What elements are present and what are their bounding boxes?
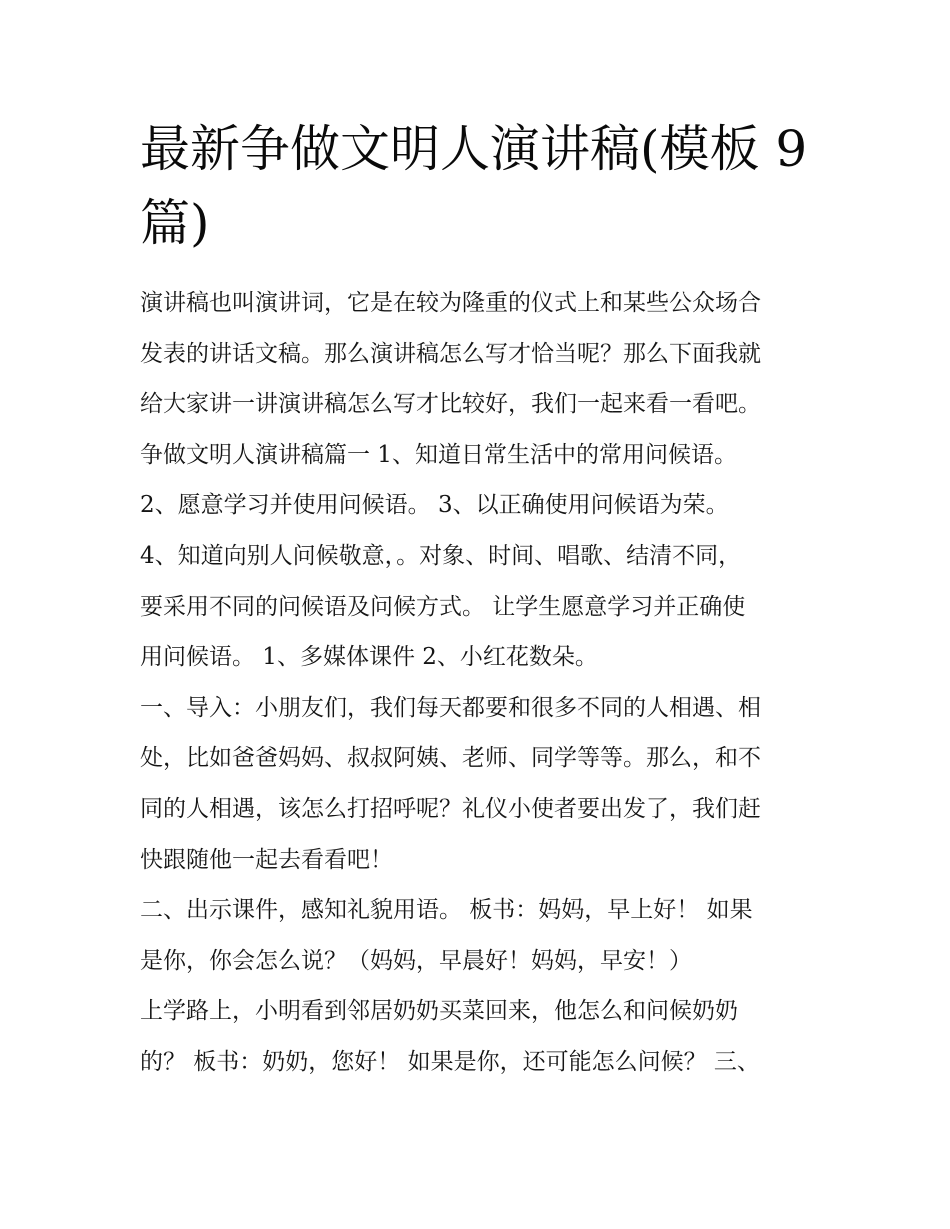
- body-line: 要采用不同的问候语及问候方式。 让学生愿意学习并正确使: [140, 593, 746, 620]
- body-line: 给大家讲一讲演讲稿怎么写才比较好，我们一起来看一看吧。: [140, 391, 761, 418]
- body-line: 上学路上，小明看到邻居奶奶买菜回来，他怎么和问候奶奶: [140, 998, 738, 1025]
- body-line: 演讲稿也叫演讲词，它是在较为隆重的仪式上和某些公众场合: [140, 290, 761, 316]
- title-line: 篇): [140, 194, 210, 252]
- body-line: 用问候语。 1、多媒体课件 2、小红花数朵。: [140, 644, 598, 671]
- body-line: 发表的讲话文稿。那么演讲稿怎么写才恰当呢？那么下面我就: [140, 340, 761, 367]
- body-line: 二、出示课件，感知礼貌用语。 板书：妈妈，早上好！ 如果: [140, 897, 753, 924]
- body-line: 4、知道向别人问候敬意，。对象、时间、唱歌、结清不同，: [140, 542, 742, 569]
- document-title: [140, 112, 820, 260]
- body-line: 处，比如爸爸妈妈、叔叔阿姨、老师、同学等等。那么，和不: [140, 745, 761, 772]
- body-line: 的？ 板书：奶奶，您好！ 如果是你，还可能怎么问候？ 三、: [140, 1048, 760, 1075]
- title-line: 最新争做文明人演讲稿(模板 9: [140, 120, 808, 178]
- body-line: 是你，你会怎么说？（妈妈，早晨好！妈妈，早安！）: [140, 947, 692, 974]
- body-line: 2、愿意学习并使用问候语。 3、以正确使用问候语为荣。: [140, 492, 729, 519]
- body-line: 争做文明人演讲稿篇一 1、知道日常生活中的常用问候语。: [140, 441, 737, 468]
- body-line: 快跟随他一起去看看吧！: [140, 846, 393, 873]
- body-line: 一、导入：小朋友们，我们每天都要和很多不同的人相遇、相: [140, 694, 761, 721]
- document-body: [140, 278, 830, 1088]
- body-line: 同的人相遇，该怎么打招呼呢？礼仪小使者要出发了，我们赶: [140, 795, 761, 822]
